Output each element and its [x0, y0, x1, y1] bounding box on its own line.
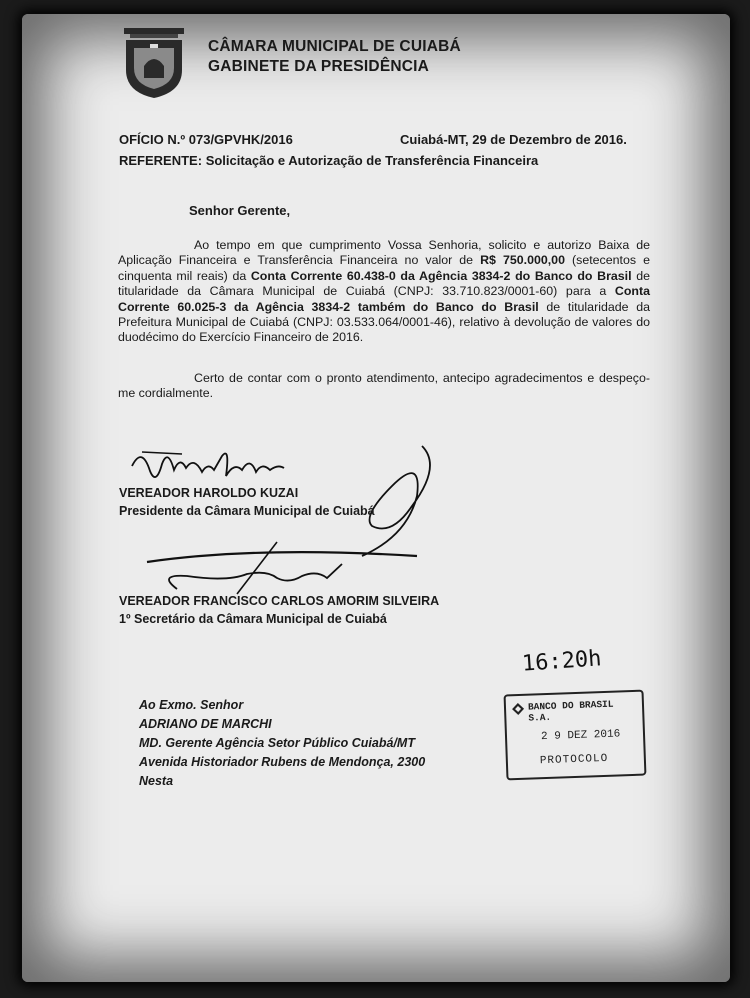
handwritten-time: 16:20h [521, 646, 603, 677]
body-text: (setecentos e cinquenta mil reais) da [118, 253, 650, 283]
body-text: Ao tempo em que cumprimento Vossa Senhoria, solicito e autorizo Baixa de Aplicação Financeira e Transferência Financeira no valor de [118, 238, 650, 268]
referente-label: REFERENTE: [119, 153, 203, 168]
stamp-label: PROTOCOLO [539, 752, 609, 768]
addressee-position: MD. Gerente Agência Setor Público Cuiabá/MT [139, 736, 415, 750]
salutation: Senhor Gerente, [189, 203, 291, 218]
bank-logo-icon [512, 702, 524, 714]
document-page [22, 14, 730, 982]
addressee-address: Avenida Historiador Rubens de Mendonça, 2300 [139, 755, 426, 769]
addressee-city: Nesta [139, 774, 174, 788]
protocol-stamp [504, 690, 647, 781]
signatory-1-name: VEREADOR HAROLDO KUZAI [119, 486, 299, 500]
body-text: de titularidade da Câmara Municipal de Cuiabá (CNPJ: 33.710.823/0001-60) para a [118, 268, 650, 299]
body-text: de titularidade da Prefeitura Municipal de Cuiabá (CNPJ: 03.533.064/0001-46), relativo à devolução de valores do duodécimo do Exercício Financeiro de 2016. [118, 299, 650, 345]
stamp-bank-name: BANCO DO BRASIL S.A. [527, 698, 614, 724]
referente-text: Solicitação e Autorização de Transferência Financeira [205, 153, 539, 168]
source-account: Conta Corrente 60.438-0 da Agência 3834-2 do Banco do Brasil [250, 268, 632, 283]
document-date: Cuiabá-MT, 29 de Dezembro de 2016. [400, 132, 627, 147]
addressee-name: ADRIANO DE MARCHI [139, 717, 272, 731]
stamp-date: 2 9 DEZ 2016 [540, 728, 621, 744]
addressee-greeting: Ao Exmo. Senhor [139, 698, 244, 712]
referente-line [119, 153, 538, 168]
amount: R$ 750.000,00 [480, 253, 565, 268]
signatory-2-role: 1º Secretário da Câmara Municipal de Cuiabá [119, 612, 387, 626]
signatory-2-name: VEREADOR FRANCISCO CARLOS AMORIM SILVEIRA [119, 594, 440, 608]
body-paragraph-2: Certo de contar com o pronto atendimento, antecipo agradecimentos e despeço-me cordialmente. [118, 371, 650, 401]
institution-name: CÂMARA MUNICIPAL DE CUIABÁ [208, 38, 461, 55]
destination-account: Conta Corrente 60.025-3 da Agência 3834-2 também do Banco do Brasil [118, 284, 650, 314]
body-paragraph-1 [118, 238, 650, 346]
signatory-1-role: Presidente da Câmara Municipal de Cuiabá [119, 504, 375, 518]
coat-of-arms-icon [120, 26, 188, 100]
department-name: GABINETE DA PRESIDÊNCIA [208, 58, 430, 75]
oficio-number: OFÍCIO N.º 073/GPVHK/2016 [119, 132, 293, 147]
